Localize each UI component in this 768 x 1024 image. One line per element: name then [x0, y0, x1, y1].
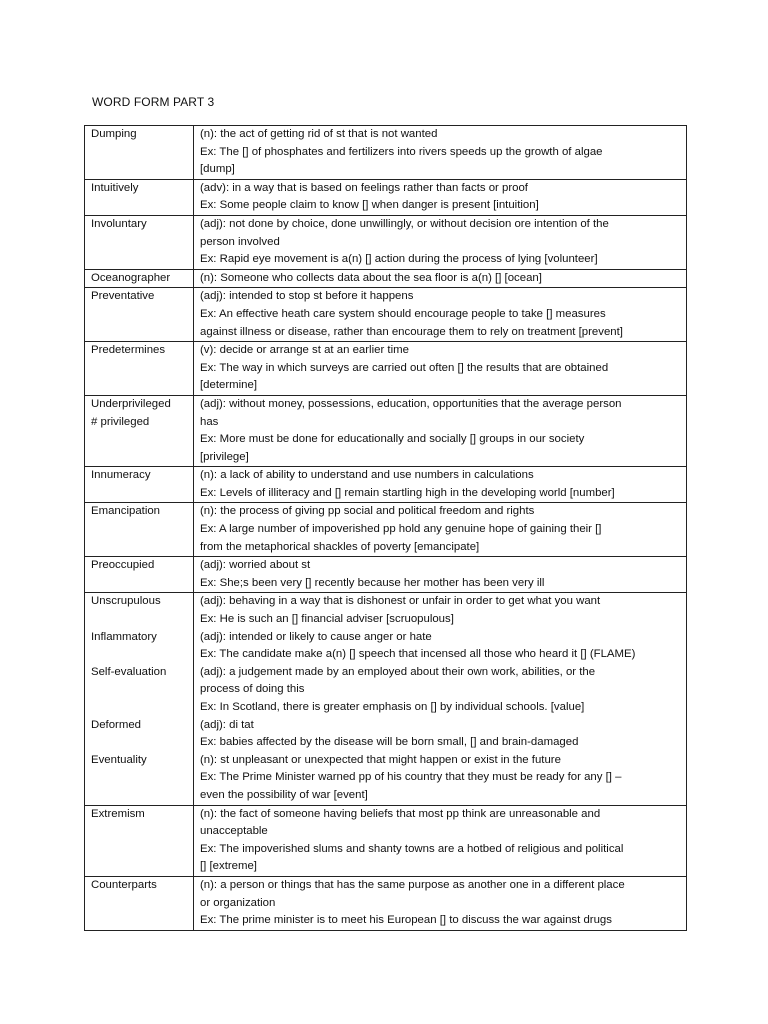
definition-cell [194, 503, 687, 557]
table-row [85, 269, 687, 288]
table-row [85, 215, 687, 269]
definition-line: Ex: The prime minister is to meet his European [] to discuss the war against drugs [200, 914, 612, 927]
word-term: Oceanographer [91, 271, 171, 284]
definition-line: Ex: He is such an [] financial adviser [scruopulous] [200, 613, 454, 626]
definition-line: (n): a lack of ability to understand and use numbers in calculations [200, 469, 534, 482]
definition-line: Ex: Rapid eye movement is a(n) [] action during the process of lying [volunteer] [200, 253, 598, 266]
spacer [91, 646, 189, 664]
definition-line: against illness or disease, rather than encourage them to rely on treatment [prevent] [200, 325, 623, 338]
definition-cell [194, 557, 687, 593]
table-row-combined [85, 593, 687, 805]
definition-line: Ex: babies affected by the disease will be born small, [] and brain-damaged [200, 736, 579, 749]
word-cell [85, 503, 194, 557]
word-term: Counterparts [91, 878, 157, 891]
word-term: Underprivileged [91, 397, 171, 410]
definition-line: Ex: The way in which surveys are carried out often [] the results that are obtained [200, 361, 609, 374]
definition-cell [194, 395, 687, 466]
definition-cell [194, 269, 687, 288]
table-row [85, 395, 687, 466]
definition-line: (n): Someone who collects data about the sea floor is a(n) [] [ocean] [200, 271, 542, 284]
table-row [85, 805, 687, 876]
spacer [91, 681, 189, 699]
table-row [85, 288, 687, 342]
definition-line: (adj): worried about st [200, 559, 311, 572]
definition-line: (n): the act of getting rid of st that is not wanted [200, 128, 438, 140]
word-cell [85, 467, 194, 503]
definition-line: person involved [200, 235, 280, 248]
definition-line: (adv): in a way that is based on feelings rather than facts or proof [200, 181, 528, 194]
definition-cell [194, 467, 687, 503]
definition-line: Ex: The impoverished slums and shanty towns are a hotbed of religious and political [200, 842, 624, 855]
definition-line: (adj): a judgement made by an employed about their own work, abilities, or the [200, 665, 596, 678]
word-cell [85, 342, 194, 396]
definition-cell [194, 179, 687, 215]
definition-line: [determine] [200, 379, 257, 392]
definition-line: [dump] [200, 163, 235, 176]
definition-line: (adj): behaving in a way that is dishonest or unfair in order to get what you want [200, 595, 601, 608]
word-cell [85, 179, 194, 215]
definition-line: Ex: The Prime Minister warned pp of his country that they must be ready for any [] – [200, 771, 622, 784]
definition-line: (n): st unpleasant or unexpected that might happen or exist in the future [200, 753, 561, 766]
definition-line: [privilege] [200, 450, 249, 463]
spacer [91, 769, 189, 787]
word-cell [85, 126, 194, 180]
word-term: Inflammatory [91, 630, 157, 643]
word-term: Innumeracy [91, 469, 151, 482]
definition-line: from the metaphorical shackles of poverty [emancipate] [200, 540, 480, 553]
table-row [85, 876, 687, 930]
definition-line: Ex: Levels of illiteracy and [] remain startling high in the developing world [number] [200, 486, 615, 499]
word-cell [85, 395, 194, 466]
table-row [85, 179, 687, 215]
table-row [85, 467, 687, 503]
word-term: Predetermines [91, 344, 166, 357]
definition-line: [] [extreme] [200, 860, 257, 873]
spacer [91, 734, 189, 752]
word-form-table-body [85, 126, 687, 931]
definition-line: (adj): not done by choice, done unwillingly, or without decision ore intention of the [200, 217, 609, 230]
definition-cell [194, 593, 687, 805]
definition-line: Ex: She;s been very [] recently because her mother has been very ill [200, 576, 545, 589]
document-title: WORD FORM PART 3 [92, 95, 215, 109]
definition-line: (adj): di tat [200, 718, 254, 731]
word-term: Dumping [91, 128, 137, 140]
definition-line: (adj): without money, possessions, education, opportunities that the average person [200, 397, 622, 410]
definition-line: (adj): intended or likely to cause anger or hate [200, 630, 432, 643]
table-row [85, 557, 687, 593]
definition-line: Ex: Some people claim to know [] when danger is present [intuition] [200, 199, 539, 212]
definition-cell [194, 876, 687, 930]
definition-cell [194, 342, 687, 396]
table-row [85, 126, 687, 180]
word-term: Emancipation [91, 505, 161, 518]
definition-line: Ex: The [] of phosphates and fertilizers into rivers speeds up the growth of algae [200, 145, 603, 158]
word-term: Preoccupied [91, 559, 155, 572]
definition-cell [194, 288, 687, 342]
word-cell [85, 593, 194, 805]
definition-line: Ex: In Scotland, there is greater emphasis on [] by individual schools. [value] [200, 701, 585, 713]
definition-line: (n): the fact of someone having beliefs that most pp think are unreasonable and [200, 807, 601, 820]
definition-cell [194, 215, 687, 269]
definition-line: unacceptable [200, 825, 268, 838]
word-term: Intuitively [91, 181, 139, 194]
word-term: Self-evaluation [91, 665, 167, 678]
definition-line: (n): a person or things that has the same purpose as another one in a different place [200, 878, 625, 891]
word-cell [85, 288, 194, 342]
definition-line: (v): decide or arrange st at an earlier time [200, 344, 409, 357]
definition-line: (n): the process of giving pp social and political freedom and rights [200, 505, 535, 518]
definition-line: Ex: More must be done for educationally and socially [] groups in our society [200, 433, 585, 446]
definition-line: (adj): intended to stop st before it happens [200, 290, 414, 303]
definition-line: Ex: A large number of impoverished pp hold any genuine hope of gaining their [] [200, 523, 602, 536]
word-term: Extremism [91, 807, 145, 820]
word-term: Unscrupulous [91, 595, 161, 608]
definition-line: process of doing this [200, 683, 305, 696]
definition-cell [194, 805, 687, 876]
word-cell [85, 215, 194, 269]
word-term: Deformed [91, 718, 142, 731]
word-term: # privileged [91, 415, 150, 428]
definition-line: Ex: The candidate make a(n) [] speech that incensed all those who heard it [] (FLAME) [200, 648, 636, 661]
word-form-table [84, 125, 687, 931]
table-row [85, 342, 687, 396]
spacer [91, 611, 189, 629]
word-cell [85, 876, 194, 930]
word-cell [85, 269, 194, 288]
spacer [91, 699, 189, 717]
word-term: Preventative [91, 290, 155, 303]
definition-line: even the possibility of war [event] [200, 788, 368, 801]
definition-line: has [200, 415, 219, 428]
definition-line: or organization [200, 896, 276, 909]
word-cell [85, 805, 194, 876]
definition-line: Ex: An effective heath care system should encourage people to take [] measures [200, 307, 606, 320]
spacer [91, 787, 189, 805]
word-cell [85, 557, 194, 593]
word-term: Involuntary [91, 217, 147, 230]
definition-cell [194, 126, 687, 180]
table-row [85, 503, 687, 557]
word-term: Eventuality [91, 753, 147, 766]
